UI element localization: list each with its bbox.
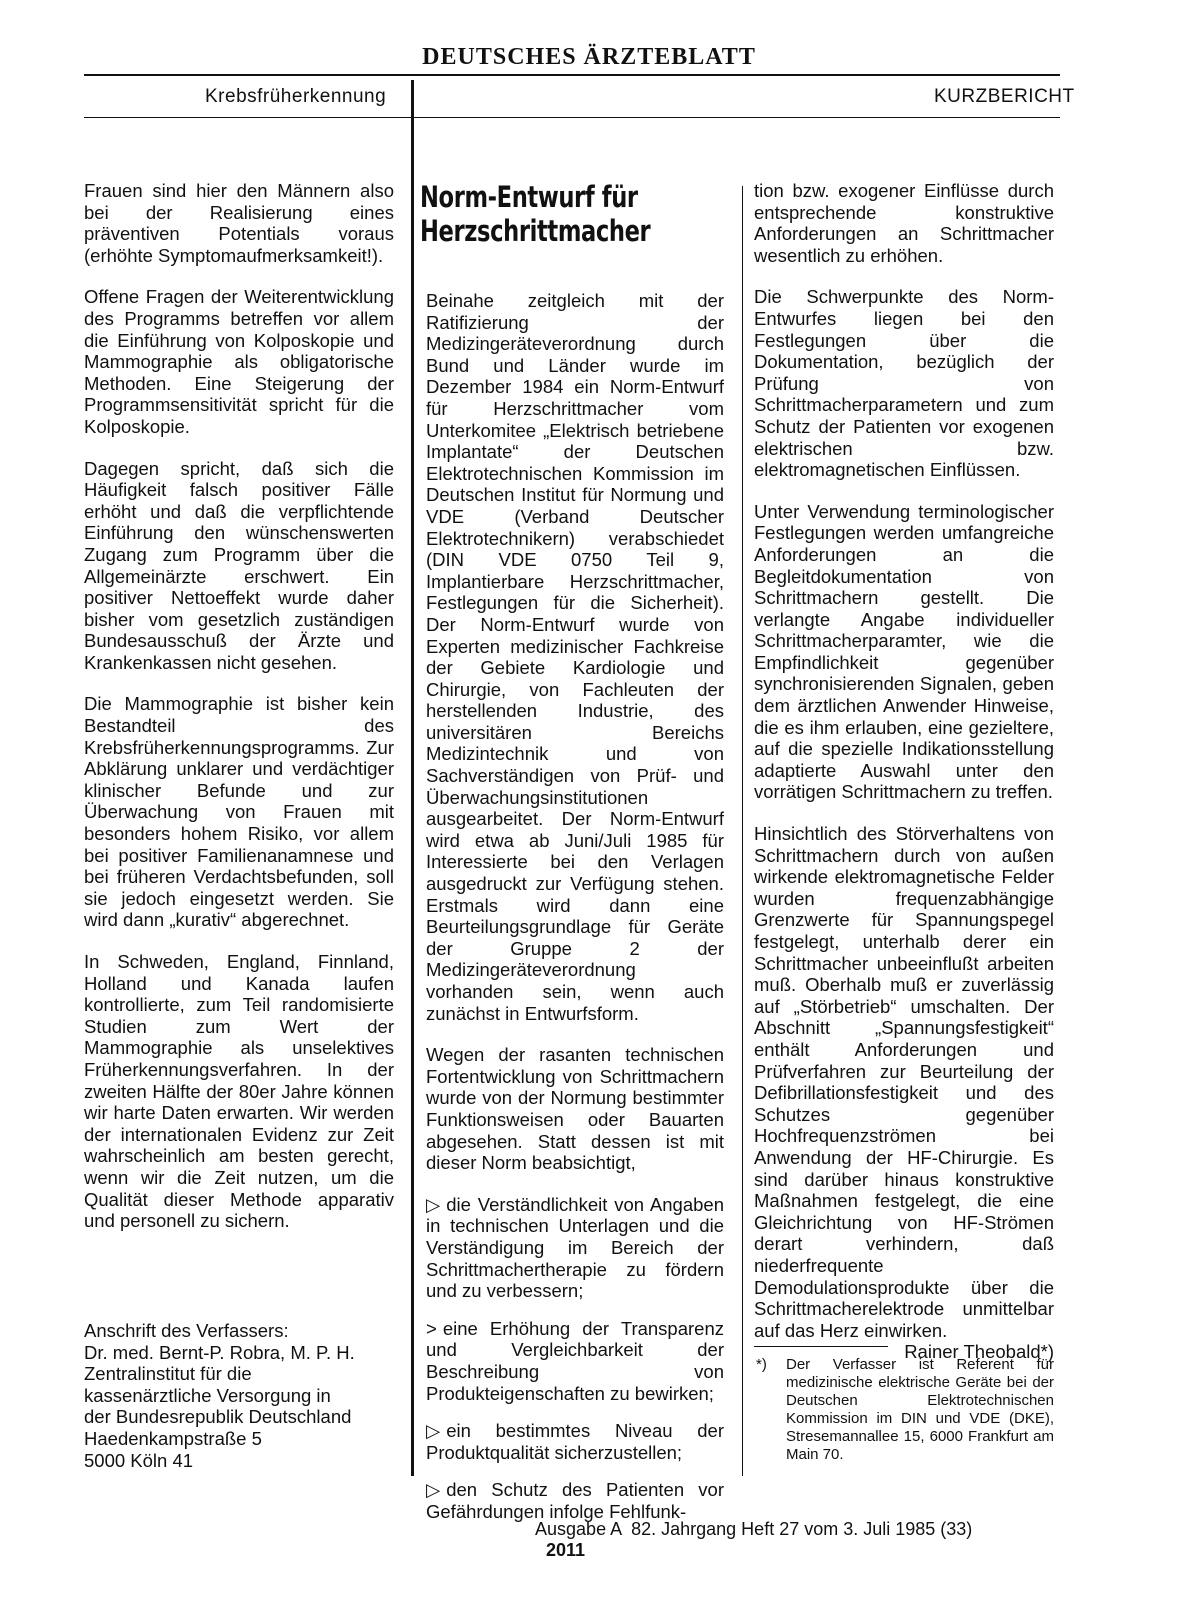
footnote-rule bbox=[754, 1346, 888, 1347]
right-paragraph: tion bzw. exogener Einflüsse durch entsprechende konstruktive Anforderungen an Schrittmacher wesentlich zu erhöhen. bbox=[754, 180, 1054, 266]
article-paragraph: Wegen der rasanten technischen Fortentwicklung von Schrittmachern wurde von der Normung bestimmter Funktionsweisen oder Bauarten abgesehen. Statt dessen ist mit dieser Norm beabsichtigt, bbox=[426, 1044, 724, 1174]
bullet-item bbox=[426, 1194, 724, 1302]
left-paragraph: In Schweden, England, Finnland, Holland und Kanada laufen kontrollierte, zum Teil randomisierte Studien zum Wert der Mammographie als unselektives Früherkennungsverfahren. In der zweiten Hälfte der 80er Jahre können wir harte Daten erwarten. Wir werden der internationalen Evidenz zur Zeit wahrscheinlich am besten gerecht, wenn wir die Zeit nutzen, um die Qualität dieser Methode apparativ und personell zu sichern. bbox=[84, 951, 394, 1232]
right-paragraph: Hinsichtlich des Störverhaltens von Schrittmachern durch von außen wirkende elektromagnetische Felder wurden frequenzabhängige Grenzwerte für Spannungspegel festgelegt, unterhalb derer ein Schrittmacher unbeeinflußt arbeiten muß. Oberhalb muß er zuverlässig auf „Störbetrieb“ umschalten. Der Abschnitt „Spannungsfestigkeit“ enthält Anforderungen und Prüfverfahren zur Beurteilung der Defibrillationsfestigkeit und des Schutzes gegenüber Hochfrequenzströmen bei Anwendung der HF-Chirurgie. Es sind darüber hinaus konstruktive Maßnahmen festgelegt, die eine Gleichrichtung von HF-Strömen derart verhindern, daß niederfrequente Demodulationsprodukte über die Schrittmacherelektrode unmittelbar auf das Herz einwirken. bbox=[754, 823, 1054, 1341]
address-line: Haedenkampstraße 5 bbox=[84, 1427, 262, 1449]
masthead: DEUTSCHES ÄRZTEBLATT bbox=[422, 44, 756, 70]
bullet-text: ein bestimmtes Niveau der Produktqualität sicherzustellen; bbox=[426, 1420, 724, 1463]
bullet-arrow-icon: > bbox=[426, 1317, 437, 1339]
bullet-triangle-icon: ▷ bbox=[426, 1479, 441, 1501]
footnote-mark: *) bbox=[756, 1356, 767, 1373]
article-paragraph: Beinahe zeitgleich mit der Ratifizierung der Medizingeräteverordnung durch Bund und Länder wurde im Dezember 1984 ein Norm-Entwurf für Herzschrittmacher vom Unterkomitee „Elektrisch betriebene Implantate“ der Deutschen Elektrotechnischen Kommission im Deutschen Institut für Normung und VDE (Verband Deutscher Elektrotechnikern) verabschiedet (DIN VDE 0750 Teil 9, Implantierbare Herzschrittmacher, Festlegungen für die Sicherheit). Der Norm-Entwurf wurde von Experten medizinischer Fachkreise der Gebiete Kardiologie und Chirurgie, von Fachleuten der herstellenden Industrie, des universitären Bereichs Medizintechnik und von Sachverständigen von Prüf- und Überwachungsinstitutionen ausgearbeitet. Der Norm-Entwurf wird etwa ab Juni/Juli 1985 für Interessierte bei den Verlagen ausgedruckt zur Verfügung stehen. Erstmals wird dann eine Beurteilungsgrundlage für Geräte der Gruppe 2 der Medizingeräteverordnung vorhanden sein, wenn auch zunächst in Entwurfsform. bbox=[426, 290, 724, 1024]
footnote-text: Der Verfasser ist Referent für medizinische elektrische Geräte bei der Deutschen Elektrotechnischen Kommission im DIN und VDE (DKE), Stresemannallee 15, 6000 Frankfurt am Main 70. bbox=[786, 1356, 1054, 1463]
column-rule-right bbox=[742, 186, 743, 1476]
bullet-text: die Verständlichkeit von Angaben in technischen Unterlagen und die Verständigung im Bereich der Schrittmachertherapie zu fördern und zu verbessern; bbox=[426, 1193, 724, 1302]
right-column bbox=[754, 180, 1054, 1363]
section-rule bbox=[84, 117, 1060, 118]
issue-info: Ausgabe A 82. Jahrgang Heft 27 vom 3. Juli 1985 (33) bbox=[535, 1519, 973, 1539]
address-line: Anschrift des Verfassers: bbox=[84, 1320, 289, 1341]
address-line: kassenärztliche Versorgung in bbox=[84, 1384, 331, 1406]
section-label-left: Krebsfrüherkennung bbox=[205, 86, 387, 107]
footnote bbox=[756, 1356, 1054, 1464]
left-column bbox=[84, 180, 394, 1252]
section-label-right: KURZBERICHT bbox=[934, 86, 1075, 107]
left-paragraph: Frauen sind hier den Männern also bei der Realisierung eines präventiven Potentials voraus (erhöhte Symptomaufmerksamkeit!). bbox=[84, 180, 394, 266]
address-line: Zentralinstitut für die bbox=[84, 1363, 252, 1385]
bullet-triangle-icon: ▷ bbox=[426, 1420, 441, 1442]
bullet-text: eine Erhöhung der Transparenz und Vergleichbarkeit der Beschreibung von Produkteigenschaften zu bewirken; bbox=[426, 1317, 724, 1404]
author-signature: Rainer Theobald*) bbox=[904, 1341, 1054, 1363]
bullet-text: den Schutz des Patienten vor Gefährdungen infolge Fehlfunk- bbox=[426, 1479, 724, 1522]
right-paragraph: Unter Verwendung terminologischer Festlegungen werden umfangreiche Anforderungen an die Begleitdokumentation von Schrittmachern gestellt. Die verlangte Angabe individueller Schrittmacherparamter, wie die Empfindlichkeit gegenüber synchronisierenden Signalen, geben dem ärztlichen Anwender Hinweise, die es ihm erlauben, eine gezieltere, auf die spezielle Indikationsstellung adaptierte Auswahl unter den vorrätigen Schrittmachern zu treffen. bbox=[754, 500, 1054, 803]
left-paragraph: Die Mammographie ist bisher kein Bestandteil des Krebsfrüherkennungsprogramms. Zur Abklärung unklarer und verdächtiger klinischer Befunde und zur Überwachung von Frauen mit besonders hohem Risiko, vor allem bei positiver Familienanamnese und bei früheren Verdachtsbefunden, soll sie jedoch eingesetzt werden. Sie wird dann „kurativ“ abgerechnet. bbox=[84, 693, 394, 931]
right-paragraph: Die Schwerpunkte des Norm-Entwurfes liegen bei den Festlegungen über die Dokumentation, bezüglich der Prüfung von Schrittmacherparametern und zum Schutz der Patienten vor exogenen elektrischen bzw. elektromagnetischen Einflüssen. bbox=[754, 286, 1054, 481]
address-line: 5000 Köln 41 bbox=[84, 1449, 194, 1471]
page-footer bbox=[526, 1498, 972, 1561]
bullet-item bbox=[426, 1318, 724, 1404]
left-paragraph: Dagegen spricht, daß sich die Häufigkeit falsch positiver Fälle erhöht und daß die verpflichtende Einführung den wünschenswerten Zugang zum Programm über die Allgemeinärzte erschwert. Ein positiver Nettoeffekt wurde daher bisher vom gesetzlich zuständigen Bundesausschuß der Ärzte und Krankenkassen nicht gesehen. bbox=[84, 457, 394, 673]
article-title-line: Norm-Entwurf für bbox=[420, 180, 638, 214]
address-line: Dr. med. Bernt-P. Robra, M. P. H. bbox=[84, 1341, 355, 1363]
left-paragraph: Offene Fragen der Weiterentwicklung des Programms betreffen vor allem die Einführung von Kolposkopie und Mammographie als obligatorische Methoden. Eine Steigerung der Programmsensitivität spricht für die Kolposkopie. bbox=[84, 286, 394, 437]
bullet-item bbox=[426, 1420, 724, 1463]
page-number: 2011 bbox=[546, 1540, 586, 1560]
masthead-rule bbox=[84, 74, 1060, 76]
author-address bbox=[84, 1320, 404, 1471]
article-title-line: Herzschrittmacher bbox=[420, 214, 651, 248]
article-title bbox=[420, 180, 748, 248]
bullet-triangle-icon: ▷ bbox=[426, 1193, 441, 1215]
column-rule-left bbox=[411, 80, 414, 1476]
middle-column bbox=[426, 290, 724, 1538]
address-line: der Bundesrepublik Deutschland bbox=[84, 1406, 352, 1428]
